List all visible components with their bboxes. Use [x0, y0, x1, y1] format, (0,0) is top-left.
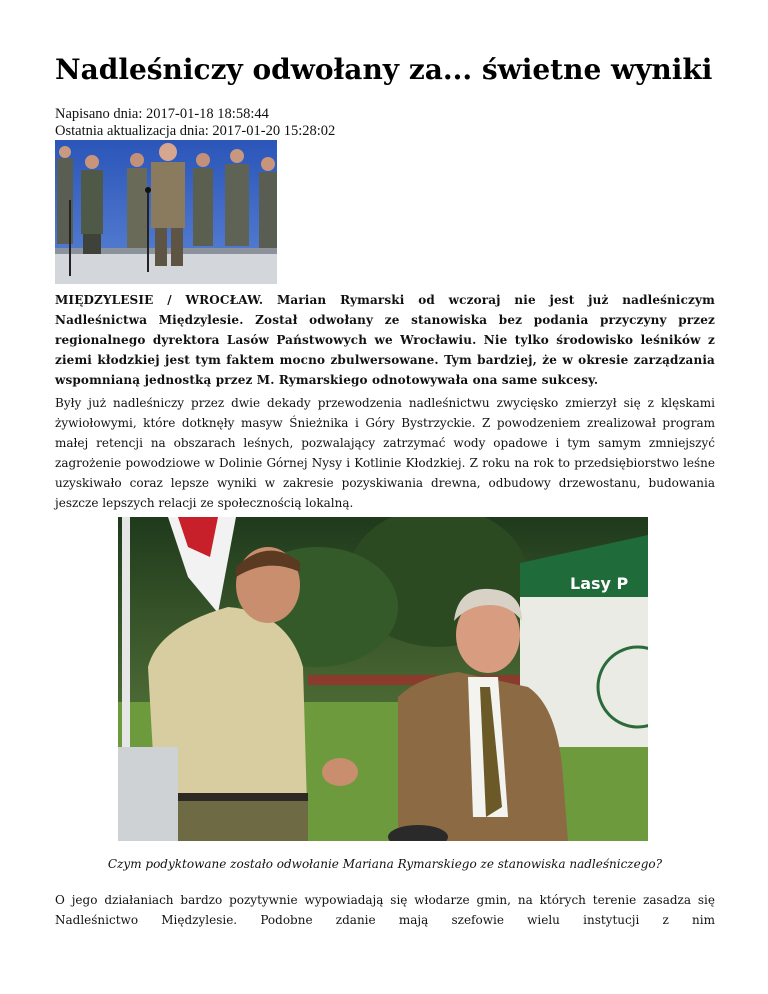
- updated-date: Ostatnia aktualizacja dnia: 2017-01-20 15:28:02: [55, 123, 336, 139]
- article-meta: [55, 106, 335, 140]
- ceremony-photo: [55, 140, 277, 284]
- lead-place: MIĘDZYLESIE / WROCŁAW: [55, 293, 259, 307]
- tent-sign: Lasy P: [570, 574, 629, 593]
- photo-caption: Czym podyktowane zostało odwołanie Mariana Rymarskiego ze stanowiska nadleśniczego?: [107, 857, 663, 871]
- body-paragraph-2: O jego działaniach bardzo pozytywnie wypowiadają się włodarze gmin, na których terenie zasadza się Nadleśnictwo Międzylesie. Podobne zdanie mają szefowie wielu instytucji z nim: [55, 893, 715, 927]
- body-paragraph-1: Były już nadleśniczy przez dwie dekady przewodzenia nadleśnictwu zwycięsko zmierzył się z klęskami żywiołowymi, które dotknęły masyw Śnieżnika i Góry Bystrzyckie. Z powodzeniem zrealizował program małej retencji na obszarach leśnych, pozwalający zatrzymać wody opadowe i tym samym zmniejszyć zagrożenie powodziowe w Dolinie Górnej Nysy i Kotlinie Kłodzkiej. Z roku na rok to przedsiębiorstwo leśne uzyskiwało coraz lepsze wyniki w zakresie pozyskiwania drewna, odbudowy drzewostanu, budowania jeszcze lepszych relacji ze społecznością lokalną.: [55, 396, 715, 510]
- article-title: Nadleśniczy odwołany za... świetne wyniki: [55, 53, 713, 86]
- lead-text: . Marian Rymarski od wczoraj nie jest już nadleśniczym Nadleśnictwa Międzylesie. Został odwołany ze stanowiska bez podania przyczyny przez regionalnego dyrektora Lasów Państwowych we Wrocławiu. Nie tylko środowisko leśników z ziemi kłodzkiej jest tym faktem mocno zbulwersowane. Tym bardziej, że w okresie zarządzania wspomnianą jednostką przez M. Rymarskiego odnotowywała ona same sukcesy.: [55, 293, 715, 387]
- written-date: Napisano dnia: 2017-01-18 18:58:44: [55, 106, 269, 122]
- lead-paragraph: [55, 290, 715, 390]
- outdoor-photo: [118, 517, 648, 841]
